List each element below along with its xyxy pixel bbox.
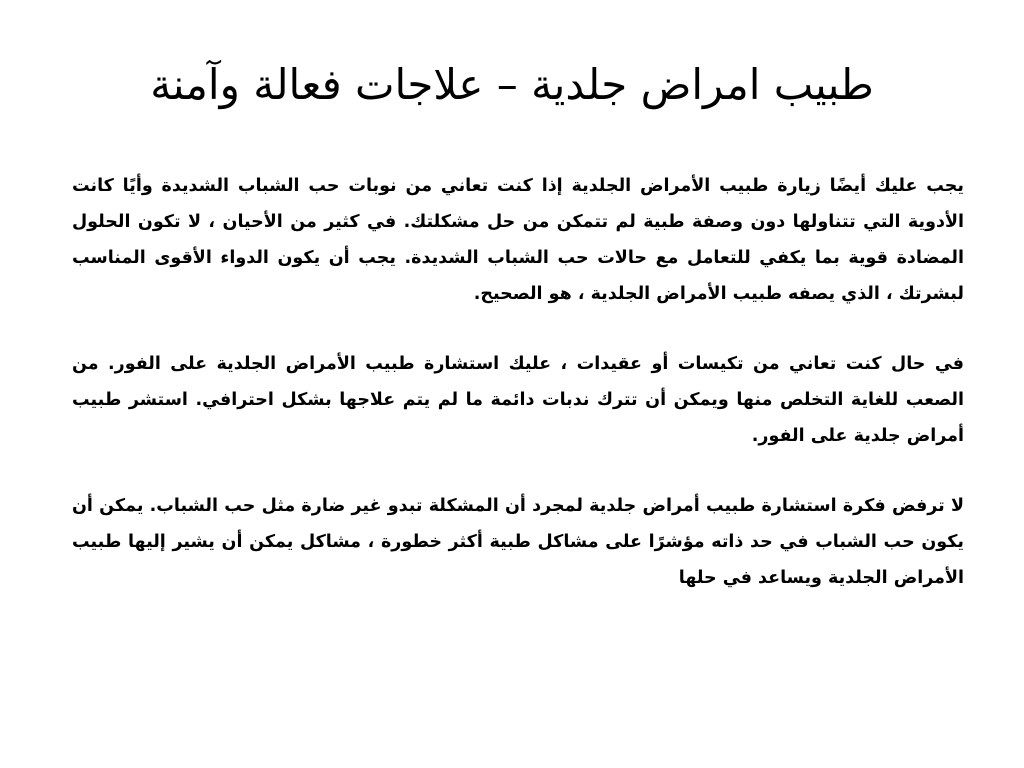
slide-title: طبيب امراض جلدية – علاجات فعالة وآمنة	[150, 60, 874, 109]
paragraph: يجب عليك أيضًا زيارة طبيب الأمراض الجلدية إذا كنت تعاني من نوبات حب الشباب الشديدة وأيًا كانت الأدوية التي تتناولها دون وصفة طبية لم تتمكن من حل مشكلتك. في كثير من الأحيان ، لا تكون الحلول المضادة قوية بما يكفي للتعامل مع حالات حب الشباب الشديدة. يجب أن يكون الدواء الأقوى المناسب لبشرتك ، الذي يصفه طبيب الأمراض الجلدية ، هو الصحيح.	[72, 176, 964, 304]
paragraph: في حال كنت تعاني من تكيسات أو عقيدات ، عليك استشارة طبيب الأمراض الجلدية على الفور. من الصعب للغاية التخلص منها ويمكن أن تترك ندبات دائمة ما لم يتم علاجها بشكل احترافي. استشر طبيب أمراض جلدية على الفور.	[72, 354, 964, 446]
paragraph: لا ترفض فكرة استشارة طبيب أمراض جلدية لمجرد أن المشكلة تبدو غير ضارة مثل حب الشباب. يمكن أن يكون حب الشباب في حد ذاته مؤشرًا على مشاكل طبية أكثر خطورة ، مشاكل يمكن أن يشير إليها طبيب الأمراض الجلدية ويساعد في حلها	[72, 496, 964, 588]
slide-body	[72, 168, 964, 630]
